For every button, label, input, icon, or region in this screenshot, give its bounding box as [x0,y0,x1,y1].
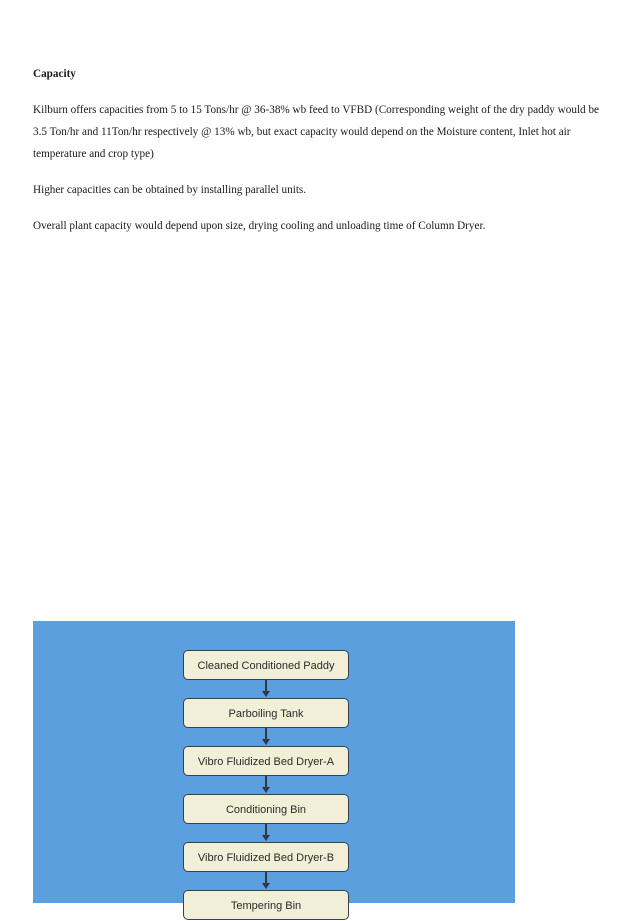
flow-step-tempering-bin: Tempering Bin [183,890,349,920]
parallel-units-paragraph: Higher capacities can be obtained by installing parallel units. [33,184,307,196]
flow-arrow [265,728,267,740]
flow-step-vfbd-b: Vibro Fluidized Bed Dryer-B [183,842,349,872]
flow-step-cleaned-paddy: Cleaned Conditioned Paddy [183,650,349,680]
flow-step-vfbd-a: Vibro Fluidized Bed Dryer-A [183,746,349,776]
capacity-paragraph: Kilburn offers capacities from 5 to 15 Tons/hr @ 36-38% wb feed to VFBD (Corresponding weight of the dry paddy would be 3.5 Ton/hr and 11Ton/hr respectively @ 13% wb, but exact capacity would depend on the Moisture content, Inlet hot air temperature and crop type) [33,104,599,160]
flow-arrow [265,824,267,836]
overall-capacity-paragraph: Overall plant capacity would depend upon size, drying cooling and unloading time of Column Dryer. [33,220,486,232]
flow-arrow [265,872,267,884]
capacity-section [33,63,603,251]
section-heading: Capacity [33,68,76,80]
flow-step-parboiling-tank: Parboiling Tank [183,698,349,728]
flow-arrow [265,776,267,788]
flow-arrow [265,680,267,692]
process-flowchart [33,621,515,912]
flow-step-conditioning-bin: Conditioning Bin [183,794,349,824]
